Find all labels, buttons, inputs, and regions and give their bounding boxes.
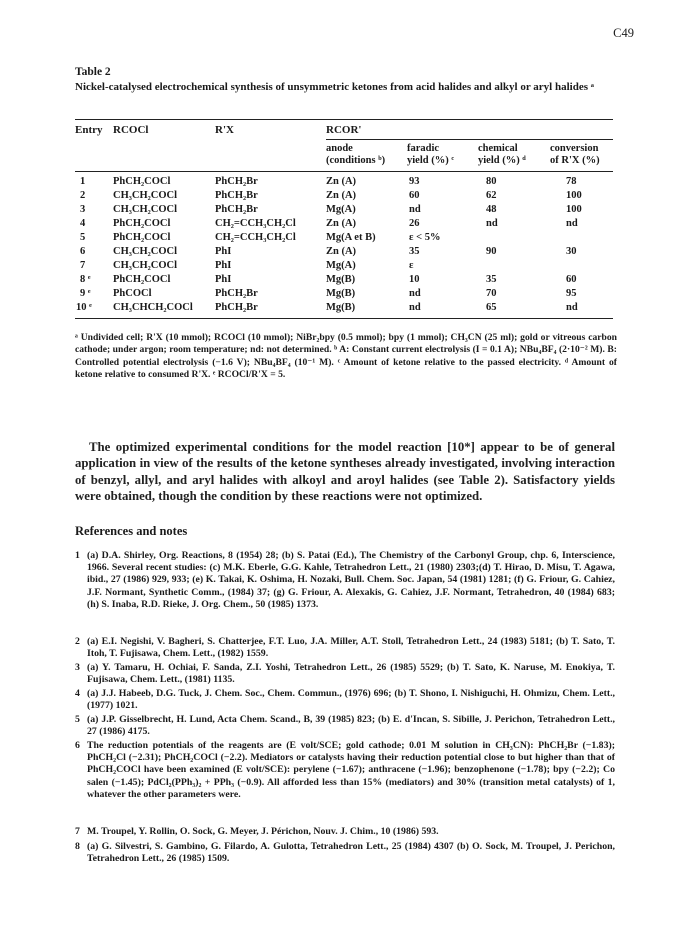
reference-item [75, 636, 615, 660]
header-rcor: RCOR' [326, 124, 362, 136]
table-cell-rx: PhCH₂Br [215, 288, 258, 299]
table-cell-conversion: 100 [566, 204, 582, 215]
table-cell-chemical: nd [486, 218, 498, 229]
table-cell-faradic: 35 [409, 246, 420, 257]
reference-text: (a) J.P. Gisselbrecht, H. Lund, Acta Chem. Scand., B, 39 (1985) 823; (b) E. d'Incan, S. Sibille, J. Perichon, Tetrahedron Lett., 27 (1986) 4175. [87, 714, 615, 738]
table-cell-rx: CH₂=CCH₃CH₂Cl [215, 218, 296, 229]
table-cell-conversion: 60 [566, 274, 577, 285]
table-bottom-rule [75, 318, 613, 319]
reference-text: The reduction potentials of the reagents are (E volt/SCE; gold cathode; 0.01 M solution in CH₃CN): PhCH₂Br (−1.83); PhCH₂Cl (−2.31); PhCH₂COCl (−2.2). Mediators or catalysts having their reduction potential close to but higher than that of PhCH₂COCl have been examined (E volt/SCE): perylene (−1.67); anthracene (−1.96); benzophenone (−1.78); bpy (−2.2); Co salen (−1.45); PdCl₂(PPh₃)₂ + PPh₃ (−0.9). All afforded less than 15% (mediators) and 30% (transition metal catalysts) of 1, whatever the other parameters were. [87, 740, 615, 800]
reference-number: 6 [75, 740, 80, 751]
reference-text: (a) G. Silvestri, S. Gambino, G. Filardo, A. Gulotta, Tetrahedron Lett., 25 (1984) 4307 (b) O. Sock, M. Troupel, J. Perichon, Tetrahedron Lett., 26 (1985) 1509. [87, 841, 615, 865]
reference-item [75, 740, 615, 801]
table-cell-faradic: nd [409, 302, 421, 313]
table-cell-rcocl: CH₃CH₂COCl [113, 260, 178, 271]
table-cell-conversion: 78 [566, 176, 577, 187]
reference-item [75, 688, 615, 712]
table-cell-rcocl: CH₃CH₂COCl [113, 204, 178, 215]
header-conversion-rx: of R'X (%) [550, 155, 600, 166]
reference-number: 5 [75, 714, 80, 725]
table-footnotes: ᵃ Undivided cell; R'X (10 mmol); RCOCl (10 mmol); NiBr₂bpy (0.5 mmol); bpy (1 mmol); CH₃CN (25 ml); gold or vitreous carbon cathode; under argon; room temperature; nd: not determined. ᵇ A: Constant current electrolysis (I = 0.1 A); NBu₄BF₄ (2·10⁻² M). B: Controlled potential electrolysis (−1.6 V); NBu₄BF₄ (10⁻¹ M). ᶜ Amount of ketone relative to the passed electricity. ᵈ Amount of ketone relative to consumed R'X. ᵉ RCOCl/R'X = 5. [75, 332, 617, 380]
table-cell-rx: PhCH₂Br [215, 176, 258, 187]
references-heading: References and notes [75, 524, 188, 538]
reference-item [75, 826, 615, 838]
table-cell-anode: Mg(B) [326, 288, 356, 299]
table-cell-chemical: 48 [486, 204, 497, 215]
header-entry: Entry [75, 124, 103, 136]
header-anode-conditions: (conditions ᵇ) [326, 155, 386, 166]
table-cell-entry: 7 [80, 260, 86, 271]
table-cell-rcocl: PhCH₂COCl [113, 176, 171, 187]
table-cell-faradic: ε < 5% [409, 232, 441, 243]
table-cell-entry: 2 [80, 190, 86, 201]
page-number: C49 [613, 26, 634, 40]
table-cell-conversion: 95 [566, 288, 577, 299]
reference-text: (a) Y. Tamaru, H. Ochiai, F. Sanda, Z.I. Yoshi, Tetrahedron Lett., 26 (1985) 5529; (b) T. Sato, K. Naruse, M. Enokiya, T. Fujisawa, Chem. Lett., (1981) 1135. [87, 662, 615, 686]
header-faradic-yield: yield (%) ᶜ [407, 155, 455, 166]
table-cell-anode: Mg(A et B) [326, 232, 376, 243]
reference-number: 2 [75, 636, 80, 647]
body-paragraph: The optimized experimental conditions for the model reaction [10*] appear to be of general application in view of the results of the ketone syntheses already investigated, involving interaction of benzyl, allyl, and aryl halides with alkoyl and aroyl halides (see Table 2). Satisfactory yields were obtained, though the condition by these reactions were not optimized. [75, 440, 615, 503]
table-cell-entry: 1 [80, 176, 86, 187]
header-conversion: conversion [550, 143, 599, 154]
table-cell-rx: PhCH₂Br [215, 204, 258, 215]
reference-item [75, 714, 615, 738]
table-cell-entry: 3 [80, 204, 86, 215]
reference-text: M. Troupel, Y. Rollin, O. Sock, G. Meyer, J. Périchon, Nouv. J. Chim., 10 (1986) 593. [87, 826, 439, 837]
reference-text: (a) D.A. Shirley, Org. Reactions, 8 (1954) 28; (b) S. Patai (Ed.), The Chemistry of the Carbonyl Group, chp. 6, Interscience, 1966. Several recent studies: (c) M.K. Eberle, G.G. Kahle, Tetrahedron Lett., 21 (1980) 2303;(d) T. Hirao, D. Misu, T. Agawa, ibid., 27 (1986) 929, 933; (e) K. Takai, K. Oshima, H. Nozaki, Bull. Chem. Soc. Japan, 54 (1981) 1281; (f) G. Friour, G. Cahiez, J.F. Normant, Synthetic Comm., (1984) 37; (g) G. Friour, A. Alexakis, G. Cahiez, J.F. Normant, Tetrahedron, 40 (1984) 683; (h) S. Inaba, R.D. Rieke, J. Org. Chem., 50 (1985) 1373. [87, 550, 615, 610]
table-cell-entry: 8 ᵉ [80, 274, 91, 285]
table-cell-anode: Mg(A) [326, 204, 356, 215]
table-cell-anode: Mg(A) [326, 260, 356, 271]
reference-number: 7 [75, 826, 80, 837]
header-bottom-rule [75, 171, 613, 172]
table-cell-faradic: ε [409, 260, 414, 271]
table-cell-entry: 9 ᵉ [80, 288, 91, 299]
reference-number: 8 [75, 841, 80, 852]
table-cell-chemical: 62 [486, 190, 497, 201]
table-top-rule [75, 119, 613, 120]
header-faradic: faradic [407, 143, 440, 154]
reference-number: 3 [75, 662, 80, 673]
table-caption: Nickel-catalysed electrochemical synthesis of unsymmetric ketones from acid halides and alkyl or aryl halides ᵃ [75, 81, 594, 93]
table-cell-anode: Zn (A) [326, 246, 357, 257]
reference-text: (a) E.I. Negishi, V. Bagheri, S. Chatterjee, F.T. Luo, J.A. Miller, A.T. Stoll, Tetrahedron Lett., 24 (1983) 5181; (b) T. Sato, T. Itoh, T. Fujisawa, Chem. Lett., (1982) 1559. [87, 636, 615, 660]
table-cell-chemical: 65 [486, 302, 497, 313]
table-cell-entry: 5 [80, 232, 86, 243]
table-cell-faradic: 26 [409, 218, 420, 229]
table-cell-rx: PhI [215, 274, 232, 285]
table-cell-entry: 4 [80, 218, 86, 229]
table-cell-rcocl: PhCH₂COCl [113, 232, 171, 243]
table-cell-rcocl: CH₃CHCH₂COCl [113, 302, 193, 313]
header-chemical: chemical [478, 143, 518, 154]
header-rx: R'X [215, 124, 234, 136]
table-cell-faradic: nd [409, 204, 421, 215]
table-cell-entry: 6 [80, 246, 86, 257]
header-anode: anode [326, 143, 353, 154]
table-cell-rcocl: CH₃CH₂COCl [113, 246, 178, 257]
table-cell-faradic: nd [409, 288, 421, 299]
header-chemical-yield: yield (%) ᵈ [478, 155, 526, 166]
table-cell-anode: Mg(B) [326, 274, 356, 285]
table-cell-anode: Zn (A) [326, 218, 357, 229]
table-cell-conversion: 100 [566, 190, 582, 201]
table-cell-conversion: 30 [566, 246, 577, 257]
reference-number: 1 [75, 550, 80, 561]
table-cell-faradic: 93 [409, 176, 420, 187]
table-cell-faradic: 60 [409, 190, 420, 201]
table-cell-rcocl: CH₃CH₂COCl [113, 190, 178, 201]
reference-item [75, 841, 615, 865]
table-cell-entry: 10 ᵉ [76, 302, 92, 313]
table-cell-chemical: 35 [486, 274, 497, 285]
table-cell-rx: PhCH₂Br [215, 190, 258, 201]
table-cell-chemical: 70 [486, 288, 497, 299]
table-cell-faradic: 10 [409, 274, 420, 285]
table-cell-rx: PhI [215, 246, 232, 257]
table-cell-rcocl: PhCH₂COCl [113, 218, 171, 229]
table-cell-chemical: 80 [486, 176, 497, 187]
table-title: Table 2 [75, 66, 111, 78]
reference-text: (a) J.J. Habeeb, D.G. Tuck, J. Chem. Soc., Chem. Commun., (1976) 696; (b) T. Shono, I. Nishiguchi, H. Ohmizu, Chem. Lett., (1977) 1021. [87, 688, 615, 712]
table-cell-anode: Zn (A) [326, 190, 357, 201]
table-cell-chemical: 90 [486, 246, 497, 257]
table-cell-rcocl: PhCOCl [113, 288, 152, 299]
reference-item [75, 550, 615, 611]
header-rcocl: RCOCl [113, 124, 149, 136]
reference-number: 4 [75, 688, 80, 699]
table-cell-rx: PhI [215, 260, 232, 271]
table-cell-conversion: nd [566, 218, 578, 229]
table-cell-anode: Mg(B) [326, 302, 356, 313]
table-cell-anode: Zn (A) [326, 176, 357, 187]
reference-item [75, 662, 615, 686]
table-cell-conversion: nd [566, 302, 578, 313]
table-cell-rx: PhCH₂Br [215, 302, 258, 313]
table-cell-rx: CH₂=CCH₃CH₂Cl [215, 232, 296, 243]
header-subrule [326, 139, 613, 140]
table-cell-rcocl: PhCH₂COCl [113, 274, 171, 285]
